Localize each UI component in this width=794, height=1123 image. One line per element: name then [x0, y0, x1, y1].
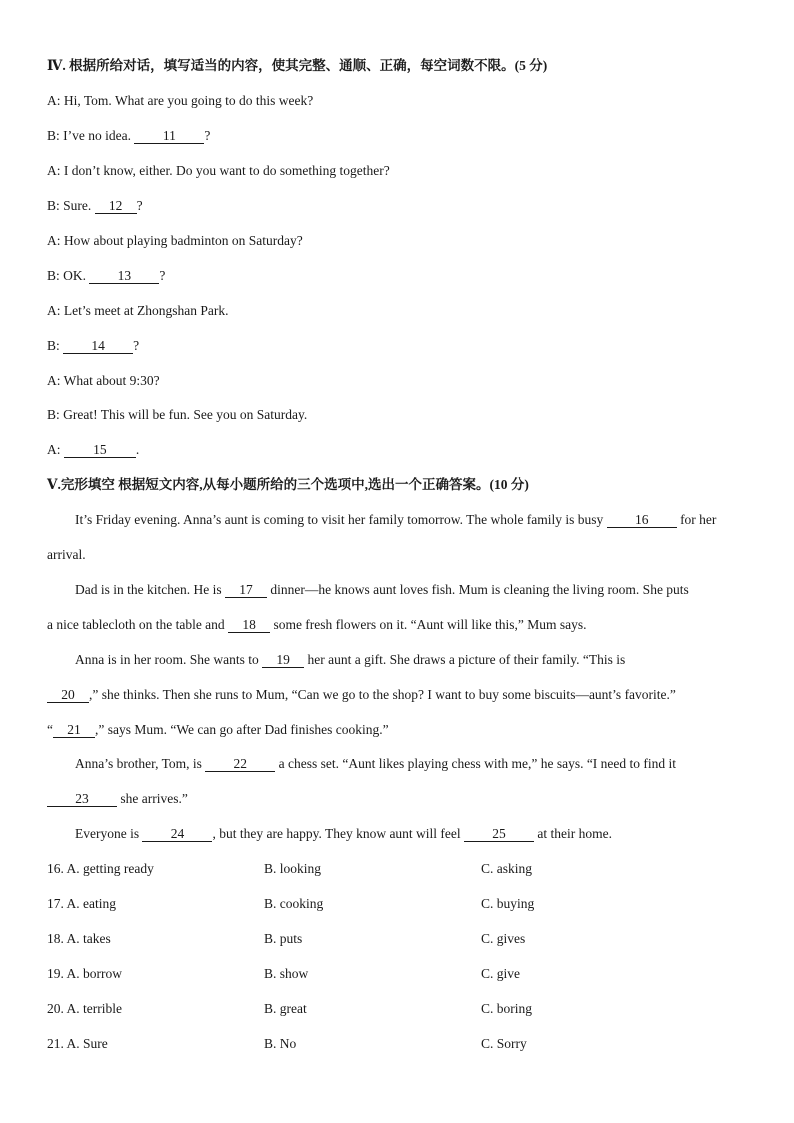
speaker: A:	[47, 93, 61, 108]
dialogue-text: I don’t know, either. Do you want to do something together?	[63, 163, 390, 178]
passage-text: “	[47, 722, 53, 737]
blank-13[interactable]: 13	[89, 268, 159, 284]
passage-text: her aunt a gift. She draws a picture of their family. “This is	[304, 652, 626, 667]
option-17-a[interactable]: 17. A. eating	[47, 896, 116, 911]
passage-p5-line1	[75, 825, 612, 843]
option-19-a[interactable]: 19. A. borrow	[47, 966, 122, 981]
speaker: A:	[47, 233, 61, 248]
passage-text: for her	[676, 512, 717, 527]
speaker: B:	[47, 407, 60, 422]
option-17-c[interactable]: C. buying	[481, 896, 535, 911]
dialogue-line-2	[47, 127, 210, 145]
speaker: B:	[47, 198, 60, 213]
speaker: B:	[47, 268, 60, 283]
speaker: A:	[47, 163, 61, 178]
blank-17[interactable]: 17	[225, 582, 267, 598]
dialogue-line-1	[47, 92, 313, 110]
blank-25[interactable]: 25	[464, 826, 534, 842]
passage-text: at their home.	[534, 826, 613, 841]
dialogue-line-5	[47, 232, 303, 250]
dialogue-text: Hi, Tom. What are you going to do this week?	[63, 93, 314, 108]
option-20-a[interactable]: 20. A. terrible	[47, 1001, 122, 1016]
dialogue-line-10	[47, 406, 307, 424]
passage-text: a nice tablecloth on the table and	[47, 617, 229, 632]
blank-21[interactable]: 21	[53, 722, 95, 738]
blank-22[interactable]: 22	[205, 756, 275, 772]
option-16-a[interactable]: 16. A. getting ready	[47, 861, 154, 876]
passage-text: Dad is in the kitchen. He is	[75, 582, 225, 597]
dialogue-line-7	[47, 302, 228, 320]
option-18-b[interactable]: B. puts	[264, 931, 303, 946]
blank-12[interactable]: 12	[95, 198, 137, 214]
section-5-heading: Ⅴ.完形填空 根据短文内容,从每小题所给的三个选项中,选出一个正确答案。(10 分)	[47, 477, 529, 492]
option-16-c[interactable]: C. asking	[481, 861, 533, 876]
option-21-b[interactable]: B. No	[264, 1036, 297, 1051]
dialogue-end: ?	[136, 198, 143, 213]
dialogue-text: How about playing badminton on Saturday?	[63, 233, 303, 248]
passage-p2-line1	[75, 581, 689, 599]
passage-text: ,” she thinks. Then she runs to Mum, “Can we go to the shop? I want to buy some biscuits—aunt’s favorite.”	[89, 687, 676, 702]
passage-text: she arrives.”	[117, 791, 188, 806]
option-17-b[interactable]: B. cooking	[264, 896, 324, 911]
passage-text: Everyone is	[75, 826, 143, 841]
dialogue-end: ?	[133, 338, 140, 353]
blank-16[interactable]: 16	[607, 512, 677, 528]
passage-p3-line1	[75, 651, 625, 669]
passage-text: Anna is in her room. She wants to	[75, 652, 263, 667]
passage-text: Anna’s brother, Tom, is	[75, 756, 206, 771]
dialogue-text: Sure.	[63, 198, 95, 213]
passage-p1-line2: arrival.	[47, 547, 86, 562]
passage-text: some fresh flowers on it. “Aunt will like this,” Mum says.	[270, 617, 587, 632]
speaker: A:	[47, 373, 61, 388]
passage-text: dinner—he knows aunt loves fish. Mum is cleaning the living room. She puts	[266, 582, 689, 597]
passage-p3-line2	[47, 686, 676, 704]
option-21-c[interactable]: C. Sorry	[481, 1036, 527, 1051]
option-21-a[interactable]: 21. A. Sure	[47, 1036, 108, 1051]
blank-15[interactable]: 15	[64, 442, 136, 458]
passage-p1-line1	[75, 511, 716, 529]
dialogue-line-8	[47, 337, 139, 355]
dialogue-line-3	[47, 162, 390, 180]
passage-p4-line1	[75, 755, 676, 773]
option-18-a[interactable]: 18. A. takes	[47, 931, 111, 946]
blank-20[interactable]: 20	[47, 687, 89, 703]
passage-p2-line2	[47, 616, 587, 634]
section-4-heading: Ⅳ. 根据所给对话，填写适当的内容，使其完整、通顺、正确，每空词数不限。(5 分)	[47, 58, 548, 73]
option-18-c[interactable]: C. gives	[481, 931, 526, 946]
dialogue-text: Great! This will be fun. See you on Saturday.	[63, 407, 308, 422]
dialogue-end: ?	[159, 268, 166, 283]
passage-p4-line2	[47, 790, 188, 808]
passage-text: ,” says Mum. “We can go after Dad finishes cooking.”	[95, 722, 389, 737]
blank-23[interactable]: 23	[47, 791, 117, 807]
blank-18[interactable]: 18	[228, 617, 270, 633]
blank-19[interactable]: 19	[262, 652, 304, 668]
dialogue-line-9	[47, 372, 160, 390]
dialogue-text: OK.	[63, 268, 90, 283]
passage-p3-line3	[47, 721, 389, 739]
option-20-c[interactable]: C. boring	[481, 1001, 533, 1016]
passage-text: It’s Friday evening. Anna’s aunt is coming to visit her family tomorrow. The whole family is busy	[75, 512, 607, 527]
speaker: B:	[47, 128, 60, 143]
passage-text: a chess set. “Aunt likes playing chess with me,” he says. “I need to find it	[275, 756, 677, 771]
blank-24[interactable]: 24	[142, 826, 212, 842]
dialogue-line-4	[47, 197, 143, 215]
dialogue-line-11	[47, 441, 139, 459]
speaker: B:	[47, 338, 60, 353]
dialogue-text: I’ve no idea.	[63, 128, 135, 143]
option-20-b[interactable]: B. great	[264, 1001, 307, 1016]
option-16-b[interactable]: B. looking	[264, 861, 322, 876]
dialogue-end: .	[135, 442, 140, 457]
dialogue-text: What about 9:30?	[63, 373, 160, 388]
option-19-c[interactable]: C. give	[481, 966, 520, 981]
dialogue-text: Let’s meet at Zhongshan Park.	[63, 303, 229, 318]
blank-11[interactable]: 11	[134, 128, 204, 144]
dialogue-line-6	[47, 267, 165, 285]
speaker: A:	[47, 442, 61, 457]
speaker: A:	[47, 303, 61, 318]
passage-text: , but they are happy. They know aunt will feel	[212, 826, 465, 841]
dialogue-end: ?	[204, 128, 211, 143]
option-19-b[interactable]: B. show	[264, 966, 309, 981]
blank-14[interactable]: 14	[63, 338, 133, 354]
